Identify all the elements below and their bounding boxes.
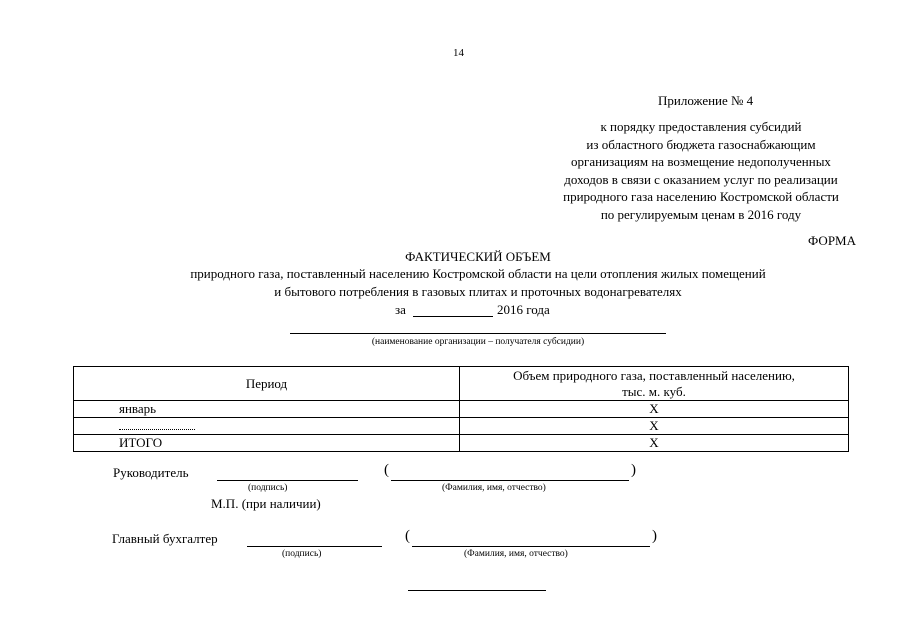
- appendix-line: из областного бюджета газоснабжающим: [586, 136, 816, 152]
- head-label: Руководитель: [113, 465, 189, 480]
- row-value: Х: [460, 401, 849, 418]
- dotted-placeholder: [119, 419, 195, 430]
- row-label-ellipsis: [74, 418, 460, 435]
- head-name-caption: (Фамилия, имя, отчество): [442, 483, 546, 493]
- header-volume-line2: тыс. м. куб.: [622, 383, 686, 399]
- period-prefix: за: [395, 302, 406, 317]
- page-number: 14: [453, 47, 464, 59]
- appendix-reference: [536, 118, 866, 224]
- accountant-name-line: [412, 546, 650, 547]
- volume-table: [73, 366, 849, 452]
- document-subtitle-line1: природного газа, поставленный населению Костромской области на цели отопления жилых помещений: [190, 266, 766, 281]
- head-name-open-paren: (: [384, 462, 389, 478]
- accountant-label: Главный бухгалтер: [112, 531, 218, 546]
- appendix-line: доходов в связи с оказанием услуг по реализации: [564, 171, 838, 187]
- appendix-line: организациям на возмещение недополученных: [571, 154, 831, 170]
- accountant-name-open-paren: (: [405, 528, 410, 544]
- appendix-line: к порядку предоставления субсидий: [600, 119, 802, 134]
- head-signature-line: [217, 480, 358, 481]
- document-subtitle-line2: и бытового потребления в газовых плитах и проточных водонагревателях: [274, 284, 682, 299]
- accountant-signature-line: [247, 546, 382, 547]
- bottom-separator-line: [408, 590, 546, 591]
- row-label-total: ИТОГО: [74, 435, 460, 452]
- period-suffix: 2016 года: [497, 302, 550, 317]
- table-header-row: [74, 367, 849, 401]
- head-signature-caption: (подпись): [248, 483, 288, 493]
- header-volume: [460, 367, 849, 401]
- accountant-name-close-paren: ): [652, 528, 657, 544]
- seal-label: М.П. (при наличии): [211, 496, 321, 511]
- period-blank-line: [413, 316, 493, 317]
- head-name-line: [391, 480, 629, 481]
- row-value: Х: [460, 418, 849, 435]
- header-volume-line1: Объем природного газа, поставленный населению,: [513, 367, 795, 383]
- appendix-line: природного газа населению Костромской области: [563, 189, 839, 205]
- appendix-title: Приложение № 4: [658, 93, 754, 108]
- accountant-signature-caption: (подпись): [282, 549, 322, 559]
- table-row: [74, 401, 849, 418]
- header-period: Период: [74, 367, 460, 401]
- organization-blank-line: [290, 333, 666, 334]
- head-name-close-paren: ): [631, 462, 636, 478]
- form-label: ФОРМА: [808, 233, 856, 248]
- table-row: [74, 435, 849, 452]
- appendix-line: по регулируемым ценам в 2016 году: [600, 206, 802, 222]
- table-row: [74, 418, 849, 435]
- row-label-january: январь: [74, 401, 460, 418]
- accountant-name-caption: (Фамилия, имя, отчество): [464, 549, 568, 559]
- document-title: ФАКТИЧЕСКИЙ ОБЪЕМ: [405, 249, 551, 264]
- row-value: Х: [460, 435, 849, 452]
- organization-caption: (наименование организации – получателя субсидии): [371, 337, 585, 347]
